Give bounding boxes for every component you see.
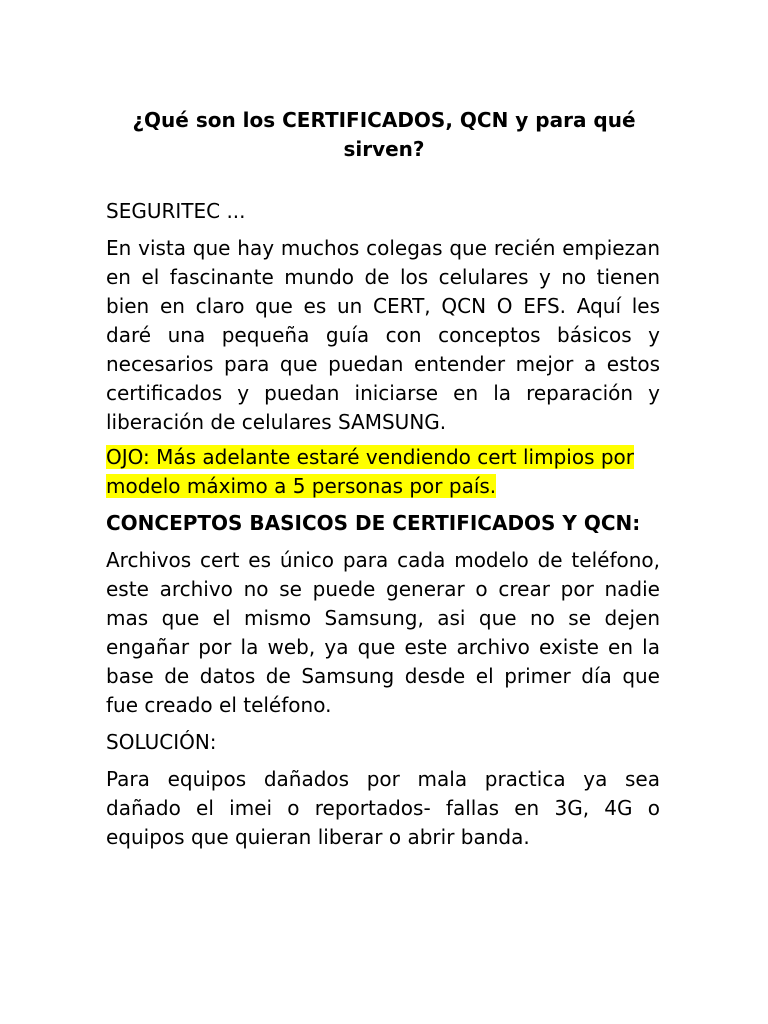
note-paragraph [106, 443, 660, 501]
highlighted-note: OJO: Más adelante estaré vendiendo cert limpios por modelo máximo a 5 personas por país. [106, 445, 635, 498]
page-title: ¿Qué son los CERTIFICADOS, QCN y para qué sirven? [132, 108, 636, 162]
document-body [106, 197, 660, 852]
intro-line: SEGURITEC ... [106, 199, 246, 223]
solution-label: SOLUCIÓN: [106, 730, 217, 754]
cert-paragraph: Archivos cert es único para cada modelo de teléfono, este archivo no se puede generar o crear por nadie mas que el mismo Samsung, asi que no se dejen engañar por la web, ya que este archivo existe en la base de datos de Samsung desde el primer día que fue creado el teléfono. [106, 548, 660, 717]
section-heading: CONCEPTOS BASICOS DE CERTIFICADOS Y QCN: [106, 511, 641, 535]
intro-paragraph: En vista que hay muchos colegas que recién empiezan en el fascinante mundo de los celulares y no tienen bien en claro que es un CERT, QCN O EFS. Aquí les daré una pequeña guía con conceptos básicos y necesarios para que puedan entender mejor a estos certificados y puedan iniciarse en la reparación y liberación de celulares SAMSUNG. [106, 236, 660, 434]
solution-paragraph: Para equipos dañados por mala practica ya sea dañado el imei o reportados- fallas en 3G, 4G o equipos que quieran liberar o abrir banda. [106, 767, 660, 849]
